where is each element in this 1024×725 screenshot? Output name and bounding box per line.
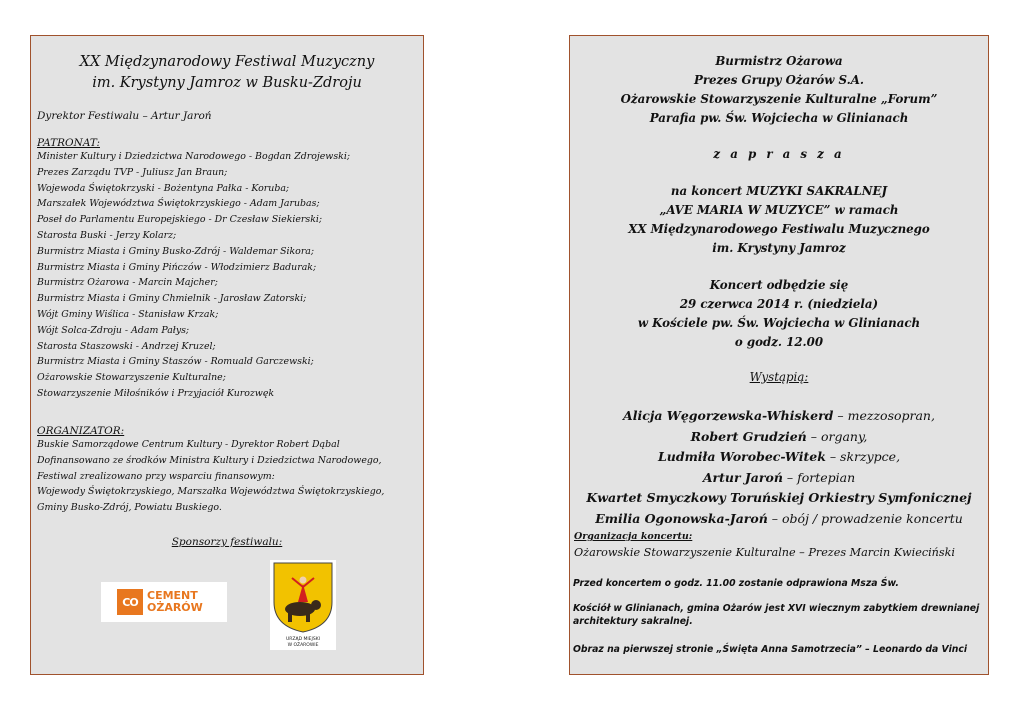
performer-name: Robert Grudzień (690, 428, 807, 444)
details-line: Koncert odbędzie się (709, 278, 849, 292)
details-line: w Kościele pw. Św. Wojciecha w Glinianach (637, 316, 921, 330)
crest-shield-icon (270, 560, 336, 634)
performer-role: – mezzosopran, (833, 408, 935, 423)
list-item: Prezes Zarządu TVP - Juliusz Jan Braun; (37, 166, 228, 178)
list-item: Starosta Staszowski - Andrzej Kruzel; (37, 340, 216, 352)
performer-name: Kwartet Smyczkowy Toruńskiej Orkiestry Symfonicznej (586, 490, 972, 505)
details-line: o godz. 12.00 (734, 335, 824, 349)
invites-text: z a p r a s z a (713, 147, 845, 161)
organization-text: Ożarowskie Stowarzyszenie Kulturalne – Prezes Marcin Kwieciński (574, 546, 955, 559)
list-item: Wójt Gminy Wiślica - Stanisław Krzak; (37, 308, 219, 320)
performer-name: Emilia Ogonowska-Jaroń (595, 510, 768, 526)
performers-heading: Wystąpią: (749, 370, 809, 384)
festival-title (37, 52, 417, 94)
patronat-section (37, 137, 417, 402)
concert-line: „AVE MARIA W MUZYCE” w ramach (659, 203, 899, 217)
list-item: Minister Kultury i Dziedzictwa Narodowego - Bogdan Zdrojewski; (37, 151, 350, 162)
performer-row (570, 447, 988, 468)
list-item: Ożarowskie Stowarzyszenie Kulturalne; (37, 372, 226, 384)
performer-name: Artur Jaroń (702, 469, 783, 485)
organization-label: Organizacja koncertu: (574, 531, 693, 542)
performer-role: – obój / prowadzenie koncertu (767, 510, 963, 526)
sponsors-label: Sponsorzy festiwalu: (171, 536, 283, 548)
title-line-1: XX Międzynarodowy Festiwal Muzyczny (79, 54, 375, 70)
concert-line: na koncert MUZYKI SAKRALNEJ (670, 184, 888, 198)
list-item: Gminy Busko-Zdrój, Powiatu Buskiego. (37, 502, 222, 514)
cement-ozarow-logo (101, 582, 227, 622)
concert-details-block (570, 276, 988, 352)
crest-caption (270, 637, 336, 648)
town-crest (270, 560, 336, 650)
performer-name: Alicja Węgorzewska-Whiskerd (623, 408, 834, 423)
list-item: Burmistrz Ożarowa - Marcin Majcher; (37, 277, 218, 289)
list-item: Wojewody Świętokrzyskiego, Marszałka Województwa Świętokrzyskiego, (37, 486, 385, 498)
left-page (30, 35, 424, 675)
festival-director: Dyrektor Festiwalu – Artur Jaroń (37, 110, 212, 122)
performer-row (570, 427, 988, 448)
host-line: Ożarowskie Stowarzyszenie Kulturalne „Forum” (620, 92, 938, 106)
right-page (569, 35, 989, 675)
performers-list (570, 406, 988, 529)
details-line: 29 czerwca 2014 r. (niedziela) (679, 297, 879, 311)
organizator-section (37, 425, 417, 516)
list-item: Stowarzyszenie Miłośników i Przyjaciół Kurozwęk (37, 387, 275, 399)
list-item: Buskie Samorządowe Centrum Kultury - Dyrektor Robert Dąbal (37, 439, 340, 450)
performer-row (570, 509, 988, 530)
church-note: Kościół w Glinianach, gmina Ożarów jest XVI wiecznym zabytkiem drewnianej architektury sakralnej. (573, 603, 980, 627)
list-item: Starosta Buski - Jerzy Kolarz; (37, 229, 177, 241)
list-item: Burmistrz Miasta i Gminy Staszów - Romuald Garczewski; (37, 356, 314, 368)
cement-logo-line-1: CEMENT (147, 589, 198, 602)
list-item: Poseł do Parlamentu Europejskiego - Dr Czesław Siekierski; (37, 214, 323, 226)
performer-row (570, 488, 988, 509)
crest-caption-line-1: URZĄD MIEJSKI (286, 637, 320, 642)
list-item: Burmistrz Miasta i Gminy Pińczów - Włodzimierz Badurak; (37, 261, 317, 273)
cement-logo-mark: CO (117, 589, 143, 615)
performer-row (570, 468, 988, 489)
title-line-2: im. Krystyny Jamroz w Busku-Zdroju (92, 75, 362, 91)
list-item: Festiwal zrealizowano przy wsparciu finansowym: (37, 470, 275, 482)
performer-role: – skrzypce, (825, 449, 901, 464)
performer-role: – organy, (806, 428, 868, 444)
list-item: Burmistrz Miasta i Gminy Busko-Zdrój - Waldemar Sikora; (37, 245, 315, 257)
host-line: Prezes Grupy Ożarów S.A. (693, 73, 865, 87)
list-item: Wojewoda Świętokrzyski - Bożentyna Pałka - Koruba; (37, 182, 290, 194)
list-item: Dofinansowano ze środków Ministra Kultury i Dziedzictwa Narodowego, (37, 454, 382, 466)
organizator-heading: ORGANIZATOR: (37, 425, 125, 437)
hosts-block (570, 52, 988, 128)
performer-role: – fortepian (782, 469, 856, 485)
concert-line: im. Krystyny Jamroz (712, 241, 846, 255)
host-line: Burmistrz Ożarowa (715, 54, 843, 68)
cement-logo-text (147, 590, 203, 614)
cement-logo-line-2: OŻARÓW (147, 601, 203, 614)
mass-note: Przed koncertem o godz. 11.00 zostanie odprawiona Msza Św. (573, 578, 899, 589)
crest-caption-line-2: W OŻAROWIE (287, 642, 319, 648)
performer-row (570, 406, 988, 427)
list-item: Wójt Solca-Zdroju - Adam Pałys; (37, 324, 190, 336)
host-line: Parafia pw. Św. Wojciecha w Glinianach (649, 111, 909, 125)
list-item: Burmistrz Miasta i Gminy Chmielnik - Jarosław Zatorski; (37, 293, 307, 305)
concert-title-block (570, 182, 988, 258)
patronat-heading: PATRONAT: (37, 137, 100, 149)
patronat-list (37, 149, 417, 402)
performer-name: Ludmiła Worobec-Witek (657, 449, 826, 464)
concert-line: XX Międzynarodowego Festiwalu Muzycznego (628, 222, 930, 236)
painting-note: Obraz na pierwszej stronie „Święta Anna Samotrzecia” – Leonardo da Vinci (573, 644, 968, 655)
list-item: Marszałek Województwa Świętokrzyskiego - Adam Jarubas; (37, 198, 320, 210)
